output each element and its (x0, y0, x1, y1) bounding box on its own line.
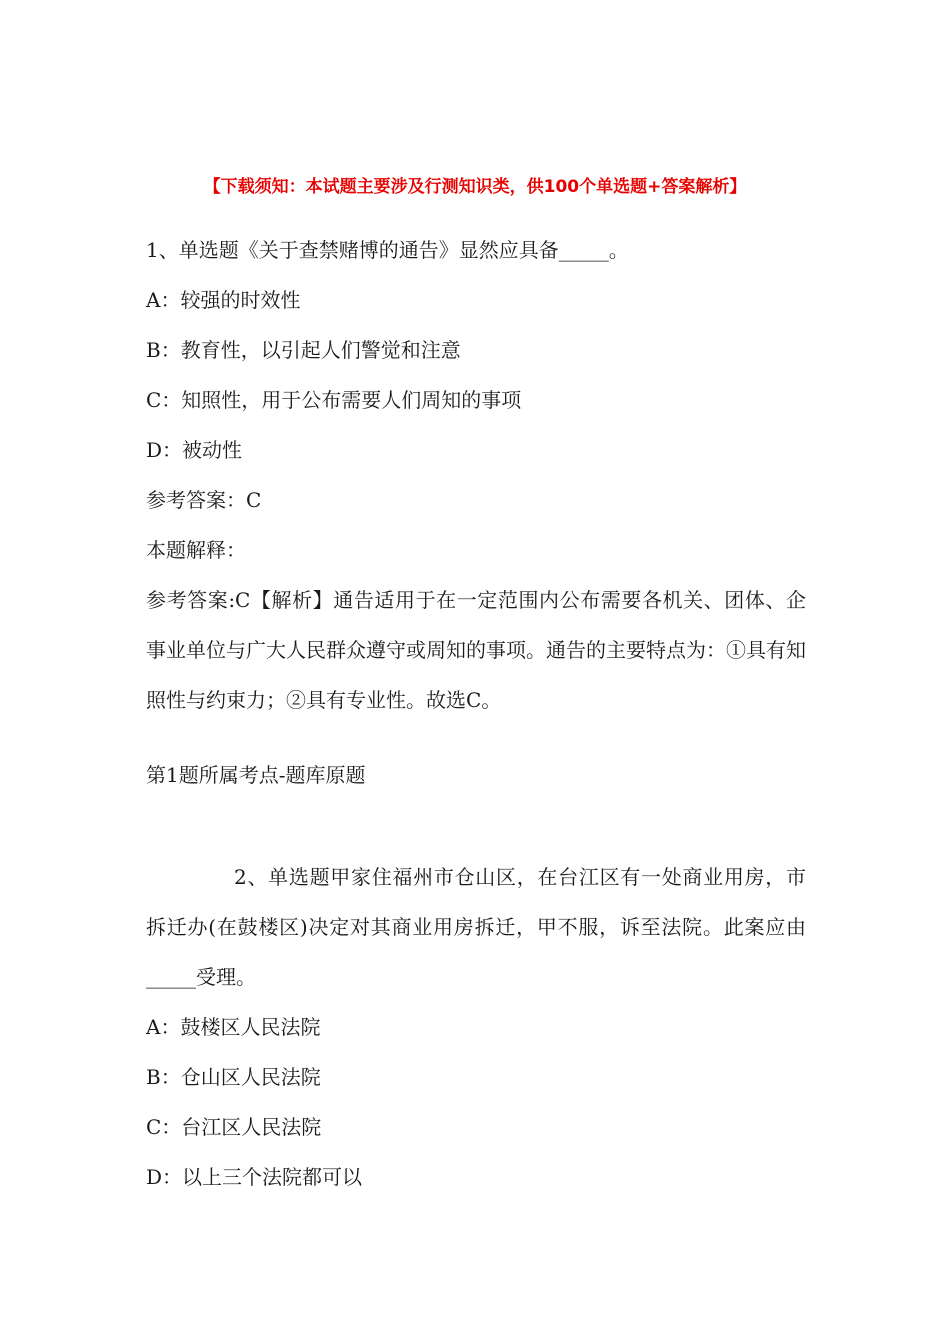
question-1-option-a: A：较强的时效性 (146, 288, 301, 312)
document-body (146, 236, 806, 1213)
question-2-option-d: D：以上三个法院都可以 (146, 1165, 363, 1189)
question-2-option-b: B：仓山区人民法院 (146, 1065, 321, 1089)
question-1-answer: 参考答案：C (146, 488, 262, 512)
question-1-explanation-label: 本题解释： (146, 538, 246, 562)
question-2 (146, 852, 806, 1191)
question-1-option-c: C：知照性，用于公布需要人们周知的事项 (146, 388, 522, 412)
question-2-option-c: C：台江区人民法院 (146, 1115, 322, 1139)
question-1-topic: 第1题所属考点-题库原题 (146, 763, 366, 787)
download-notice: 【下载须知：本试题主要涉及行测知识类，供100个单选题+答案解析】 (203, 177, 747, 197)
question-1-option-b: B：教育性，以引起人们警觉和注意 (146, 338, 461, 362)
question-1 (146, 236, 806, 789)
question-2-option-a: A：鼓楼区人民法院 (146, 1015, 321, 1039)
question-1-explanation: 参考答案:C【解析】通告适用于在一定范围内公布需要各机关、团体、企事业单位与广大人民群众遵守或周知的事项。通告的主要特点为：①具有知照性与约束力；②具有专业性。故选C。 (146, 588, 806, 712)
question-2-stem: 2、单选题甲家住福州市仓山区，在台江区有一处商业用房，市拆迁办(在鼓楼区)决定对其商业用房拆迁，甲不服，诉至法院。此案应由_____受理。 (146, 865, 806, 989)
question-1-option-d: D：被动性 (146, 438, 243, 462)
question-1-stem: 1、单选题《关于查禁赌博的通告》显然应具备_____。 (146, 238, 629, 262)
